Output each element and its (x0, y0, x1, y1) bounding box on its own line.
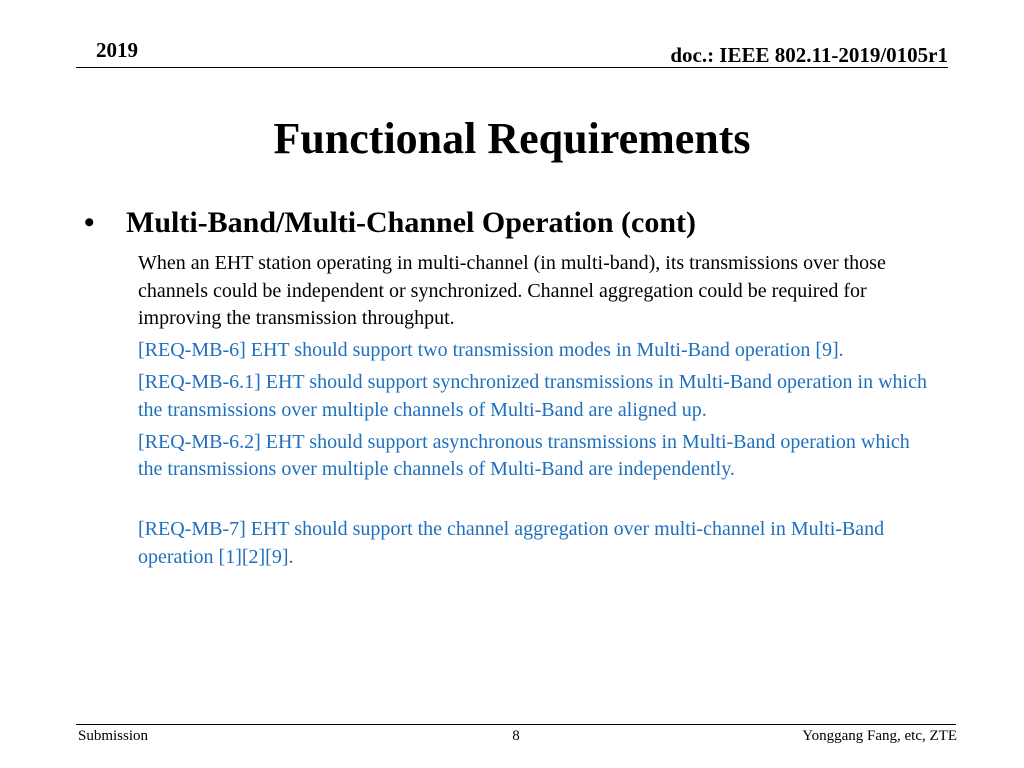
requirement-mb-6: [REQ-MB-6] EHT should support two transmission modes in Multi-Band operation [9]. (138, 339, 844, 361)
body-content (138, 250, 938, 576)
bullet-heading: Multi-Band/Multi-Channel Operation (cont) (126, 206, 697, 239)
requirement-mb-7: [REQ-MB-7] EHT should support the channel aggregation over multi-channel in Multi-Band operation [1][2][9]. (138, 518, 885, 568)
slide-title: Functional Requirements (273, 114, 751, 163)
bullet-heading-row (84, 203, 944, 243)
header-doc-id: doc.: IEEE 802.11-2019/0105r1 (670, 43, 948, 67)
header-year: 2019 (96, 38, 138, 62)
intro-paragraph: When an EHT station operating in multi-channel (in multi-band), its transmissions over those channels could be independent or synchronized. Channel aggregation could be required for improving the transmission throughput. (138, 252, 886, 329)
footer-divider (76, 724, 956, 725)
footer-page-number: 8 (512, 728, 520, 744)
requirement-mb-6-1: [REQ-MB-6.1] EHT should support synchronized transmissions in Multi-Band operation in which the transmissions over multiple channels of Multi-Band are aligned up. (138, 371, 927, 421)
bullet-icon: • (84, 206, 95, 239)
requirement-mb-6-2: [REQ-MB-6.2] EHT should support asynchronous transmissions in Multi-Band operation which the transmissions over multiple channels of Multi-Band are independently. (138, 430, 910, 480)
header-divider (76, 67, 948, 68)
footer-author: Yonggang Fang, etc, ZTE (802, 728, 957, 744)
footer-submission: Submission (78, 728, 149, 744)
paragraph-spacer (138, 488, 938, 516)
